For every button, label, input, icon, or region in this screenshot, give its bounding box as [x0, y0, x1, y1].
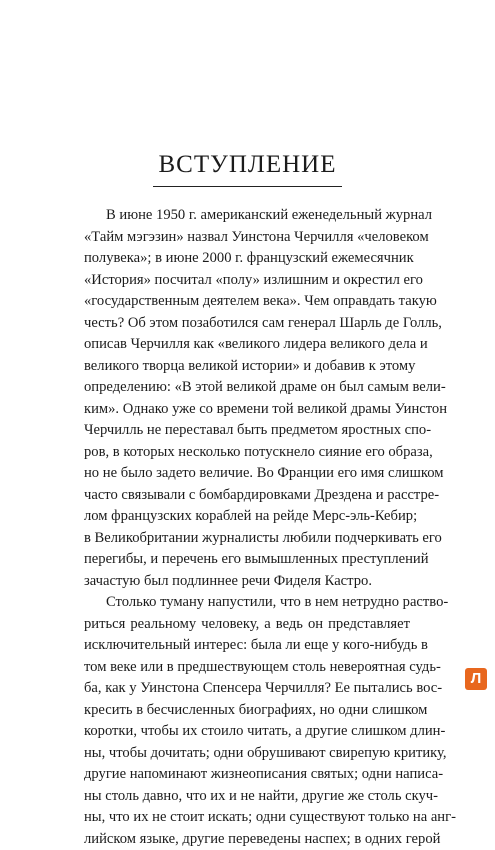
text-line: ба, как у Уинстона Спенсера Черчилля? Ее пытались вос- [84, 678, 410, 700]
text-line: исключительный интерес: была ли еще у кого-нибудь в [84, 635, 410, 657]
text-line: определению: «В этой великой драме он был самым вели- [84, 377, 410, 399]
text-line: зачастую был подлиннее речи Фиделя Кастро. [84, 571, 410, 593]
litres-logo-icon: Л [465, 668, 487, 690]
text-line: ны, что их не стоит искать; одни существуют только на анг- [84, 807, 410, 829]
text-line: том веке или в предшествующем столь невероятная судь- [84, 657, 410, 679]
body-text [84, 205, 410, 850]
text-line: но не было задето величие. Во Франции его имя слишком [84, 463, 410, 485]
text-line: перегибы, и перечень его вымышленных преступлений [84, 549, 410, 571]
text-line: лийском языке, другие переведены наспех; в одних герой [84, 829, 410, 850]
heading-underline [153, 186, 342, 187]
text-line: Черчилль не переставал быть предметом яростных спо- [84, 420, 410, 442]
text-line: кресить в бесчисленных биографиях, но одни слишком [84, 700, 410, 722]
text-line: описав Черчилля как «великого лидера великого дела и [84, 334, 410, 356]
text-line: «История» посчитал «полу» излишним и окрестил его [84, 270, 410, 292]
text-line: Столько туману напустили, что в нем нетрудно раство- [84, 592, 410, 614]
text-line: ров, в которых несколько потускнело сияние его образа, [84, 442, 410, 464]
text-line: лом французских кораблей на рейде Мерс-эль-Кебир; [84, 506, 410, 528]
text-line: честь? Об этом позаботился сам генерал Шарль де Голль, [84, 313, 410, 335]
text-line: великого творца великой истории» и добавив к этому [84, 356, 410, 378]
text-line: риться реальному человеку, а ведь он представляет [84, 614, 410, 636]
text-line: часто связывали с бомбардировками Дрездена и расстре- [84, 485, 410, 507]
text-line: коротки, чтобы их стоило читать, а другие слишком длин- [84, 721, 410, 743]
text-line: другие напоминают жизнеописания святых; одни написа- [84, 764, 410, 786]
text-line: В июне 1950 г. американский еженедельный журнал [84, 205, 410, 227]
text-line: ны, чтобы дочитать; одни обрушивают свирепую критику, [84, 743, 410, 765]
text-line: ким». Однако уже со времени той великой драмы Уинстон [84, 399, 410, 421]
text-line: ны столь давно, что их и не найти, другие же столь скуч- [84, 786, 410, 808]
chapter-heading: ВСТУПЛЕНИЕ [0, 150, 495, 180]
text-line: полувека»; в июне 2000 г. французский ежемесячник [84, 248, 410, 270]
text-line: «Тайм мэгэзин» назвал Уинстона Черчилля «человеком [84, 227, 410, 249]
text-line: в Великобритании журналисты любили подчеркивать его [84, 528, 410, 550]
text-line: «государственным деятелем века». Чем оправдать такую [84, 291, 410, 313]
